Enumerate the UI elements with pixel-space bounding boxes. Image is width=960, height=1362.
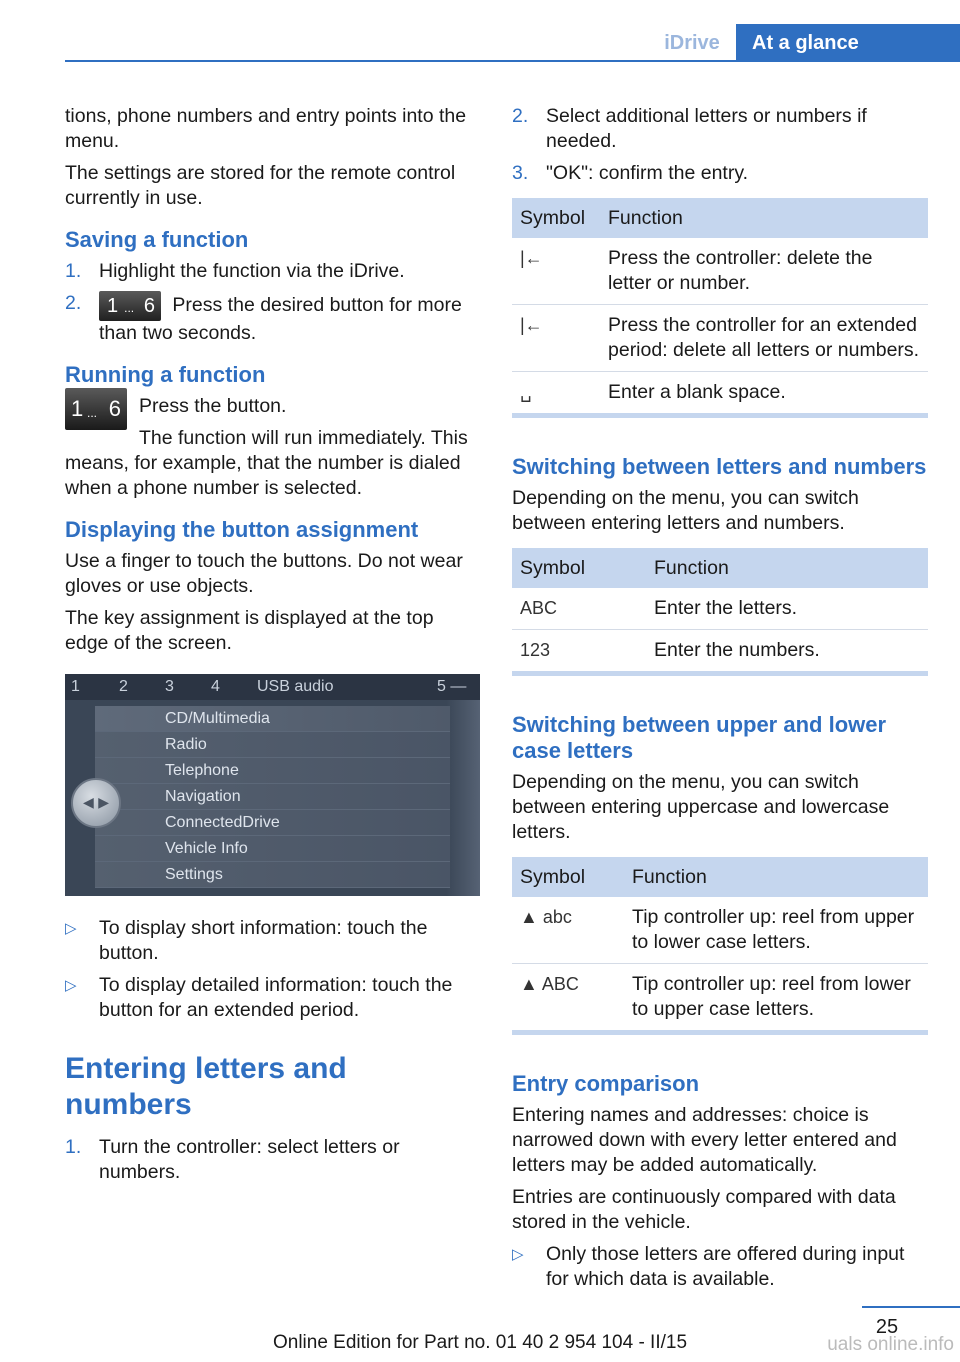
symbol-table-letters-numbers [512,548,928,676]
heading-button-assignment: Displaying the button assignment [65,517,419,542]
list-number: 1. [65,1136,82,1158]
left-column [65,104,481,1192]
table-row [512,588,928,630]
table-row [512,897,928,964]
menu-item: Telephone [95,758,450,784]
list-text: Select additional letters or numbers if needed. [546,105,867,152]
list-item [65,291,481,346]
tab-at-a-glance[interactable]: At a glance [736,24,960,62]
triangle-bullet-icon: ▷ [65,920,77,937]
menu-item: Radio [95,732,450,758]
table-row [512,305,928,372]
bullet-text: To display short information: touch the button. [99,917,428,964]
letters-icon: ABC [512,588,646,630]
page-number: 25 [875,1316,899,1338]
bar-key-2: 2 [119,678,128,695]
table-row [512,238,928,305]
list-text: "OK": confirm the entry. [546,162,749,184]
list-number: 2. [512,105,529,127]
list-item [512,161,928,186]
menu-item: CD/Multimedia [95,706,450,732]
heading-entry-comparison: Entry comparison [512,1071,700,1096]
footer-edition: Online Edition for Part no. 01 40 2 954 104 - II/15 [272,1332,688,1353]
bar-key-1: 1 [71,678,80,695]
table-cell: Tip controller up: reel from upper to lower case letters. [624,897,928,964]
list-item [65,1135,481,1185]
table-row [512,630,928,674]
running-block [65,394,481,501]
col-symbol: Symbol [512,857,624,897]
table-cell: Press the controller: delete the letter or number. [600,238,928,305]
symbol-table-entry [512,198,928,418]
col-function: Function [646,548,928,588]
table-cell: Enter the letters. [646,588,928,630]
list-text: Turn the controller: select letters or numbers. [99,1136,400,1183]
table-cell: Enter a blank space. [600,372,928,416]
table-cell: Tip controller up: reel from lower to upper case letters. [624,964,928,1033]
heading-switch-case: Switching between upper and lower case letters [512,712,887,763]
idrive-screen-image [65,674,480,896]
running-line-1: Press the button. [139,395,287,417]
menu-item: ConnectedDrive [95,810,450,836]
assignment-paragraph: Use a finger to touch the buttons. Do not wear gloves or use objects. [65,550,463,597]
intro-paragraph-2: The settings are stored for the remote control currently in use. [65,162,456,209]
intro-paragraph: tions, phone numbers and entry points into the menu. [65,105,467,152]
numbers-icon: 123 [512,630,646,674]
controller-knob-icon: ◀ ▶ [71,778,121,828]
bar-key-4-label: USB audio [257,678,334,695]
bullet-item [65,916,481,966]
list-item [65,259,481,284]
screen-menu [95,706,480,892]
lowercase-icon: ▲ abc [512,897,624,964]
bullet-item [512,1242,928,1292]
tab-idrive[interactable]: iDrive [664,32,720,54]
col-function: Function [600,198,928,238]
heading-entering-letters: Entering letters and numbers [65,1052,347,1121]
space-icon: ␣ [512,372,600,416]
table-cell: Press the controller for an extended period: delete all letters or numbers. [600,305,928,372]
list-number: 3. [512,162,529,184]
table-row [512,964,928,1033]
comparison-paragraph: Entering names and addresses: choice is narrowed down with every letter entered and letters may be added automatically. [512,1104,897,1176]
favorite-key-icon: 1 ... 6 [99,291,161,321]
list-text: Press the desired button for more than two seconds. [99,294,462,344]
bullet-item [65,973,481,1023]
table-row [512,372,928,416]
bullet-text: To display detailed information: touch the button for an extended period. [99,974,453,1021]
list-number: 1. [65,260,82,282]
bullet-text: Only those letters are offered during input for which data is available. [546,1243,905,1290]
key-assignment-bar [65,674,480,700]
assignment-paragraph-2: The key assignment is displayed at the top edge of the screen. [65,607,434,654]
uppercase-icon: ▲ ABC [512,964,624,1033]
footer-watermark: uals online.info [827,1334,954,1355]
col-symbol: Symbol [512,198,600,238]
bar-key-3: 3 [165,678,174,695]
bar-key-5: 5 — [437,678,467,695]
running-line-2: The function will run immediately. This means, for example, that the number is dialed when a phone number is selected. [65,427,468,499]
heading-running-function: Running a function [65,362,266,387]
heading-switch-letters-numbers: Switching between letters and numbers [512,454,927,479]
switch-case-paragraph: Depending on the menu, you can switch between entering uppercase and lowercase letters. [512,771,890,843]
col-symbol: Symbol [512,548,646,588]
favorite-key-icon: 1 ... 6 [65,388,127,430]
table-cell: Enter the numbers. [646,630,928,674]
list-item [512,104,928,154]
heading-saving-function: Saving a function [65,227,249,252]
delete-icon: |← [512,238,600,305]
list-text: Highlight the function via the iDrive. [99,260,405,282]
right-column [512,104,928,1299]
comparison-paragraph-2: Entries are continuously compared with data stored in the vehicle. [512,1186,896,1233]
symbol-table-case [512,857,928,1035]
footer-rule [862,1306,960,1308]
triangle-bullet-icon: ▷ [512,1246,524,1263]
col-function: Function [624,857,928,897]
triangle-bullet-icon: ▷ [65,977,77,994]
list-number: 2. [65,292,82,314]
bar-key-4: 4 [211,678,220,695]
delete-all-icon: |← [512,305,600,372]
menu-item: Settings [95,862,450,888]
menu-item: Navigation [95,784,450,810]
menu-item: Vehicle Info [95,836,450,862]
switch-letters-paragraph: Depending on the menu, you can switch between entering letters and numbers. [512,487,859,534]
